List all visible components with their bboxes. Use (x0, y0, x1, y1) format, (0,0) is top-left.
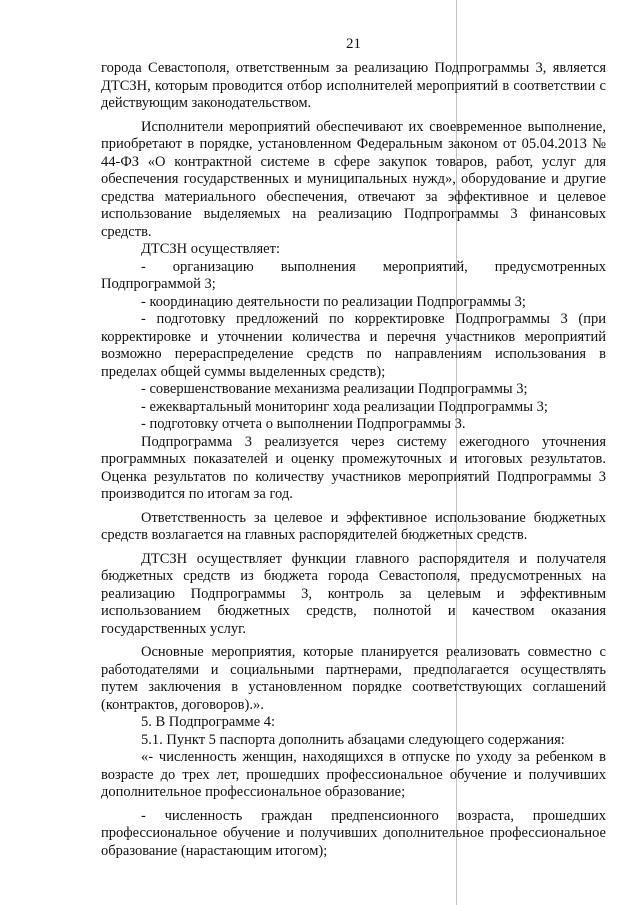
paragraph: Основные мероприятия, которые планируется реализовать совместно с работодателями и социальными партнерами, предполагается осуществлять путем заключения в установленном порядке соответствующих соглашений (контрактов, договоров).». (101, 644, 606, 713)
paragraph: - совершенствование механизма реализации Подпрограммы 3; (141, 381, 528, 397)
paragraph: Ответственность за целевое и эффективное использование бюджетных средств возлагается на главных распорядителей бюджетных средств. (101, 509, 606, 543)
page-number: 21 (346, 36, 361, 52)
paragraph: - численность граждан предпенсионного возраста, прошедших профессиональное обучение и получивших дополнительное профессиональное образование (нарастающим итогом); (101, 807, 606, 859)
paragraph: 5.1. Пункт 5 паспорта дополнить абзацами следующего содержания: (141, 731, 565, 748)
paragraph: - подготовку предложений по корректировке Подпрограммы 3 (при корректировке и уточнении количества и перечня участников мероприятий возможно перераспределение средств по направлениям использования в пределах общей суммы выделенных средств); (101, 311, 606, 380)
paragraph: Исполнители мероприятий обеспечивают их своевременное выполнение, приобретают в порядке, установленном Федеральным законом от 05.04.2013 № 44-ФЗ «О контрактной системе в сфере закупок товаров, работ, услуг для обеспечения государственных и муниципальных нужд», оборудование и другие средства материального обеспечения, отвечают за эффективное и целевое использование выделяемых на реализацию Подпрограммы 3 финансовых средств. (101, 118, 606, 240)
paragraph: - подготовку отчета о выполнении Подпрограммы 3. (141, 416, 466, 432)
paragraph: ДТСЗН осуществляет функции главного распорядителя и получателя бюджетных средств из бюджета города Севастополя, предусмотренных на реализацию Подпрограммы 3, контроль за целевым и эффективным использованием бюджетных средств, полнотой и качеством оказания государственных услуг. (101, 550, 606, 637)
paragraph: - организацию выполнения мероприятий, предусмотренных Подпрограммой 3; (101, 258, 606, 292)
paragraph: города Севастополя, ответственным за реализацию Подпрограммы 3, является ДТСЗН, которым проводится отбор исполнителей мероприятий в соответствии с действующим законодательством. (101, 60, 606, 111)
paragraph: - координацию деятельности по реализации Подпрограммы 3; (141, 293, 526, 310)
document-body (101, 60, 606, 860)
paragraph: «- численность женщин, находящихся в отпуске по уходу за ребенком в возрасте до трех лет, прошедших профессиональное обучение и получивших дополнительное профессиональное образование; (101, 749, 606, 800)
scan-artifact-line (456, 0, 457, 905)
paragraph: 5. В Подпрограмме 4: (141, 714, 276, 730)
paragraph: ДТСЗН осуществляет: (141, 241, 280, 257)
paragraph: Подпрограмма 3 реализуется через систему ежегодного уточнения программных показателей и оценку промежуточных и итоговых результатов. Оценка результатов по количеству участников мероприятий Подпрограммы 3 производится по итогам за год. (101, 433, 606, 502)
paragraph: - ежеквартальный мониторинг хода реализации Подпрограммы 3; (141, 398, 548, 415)
